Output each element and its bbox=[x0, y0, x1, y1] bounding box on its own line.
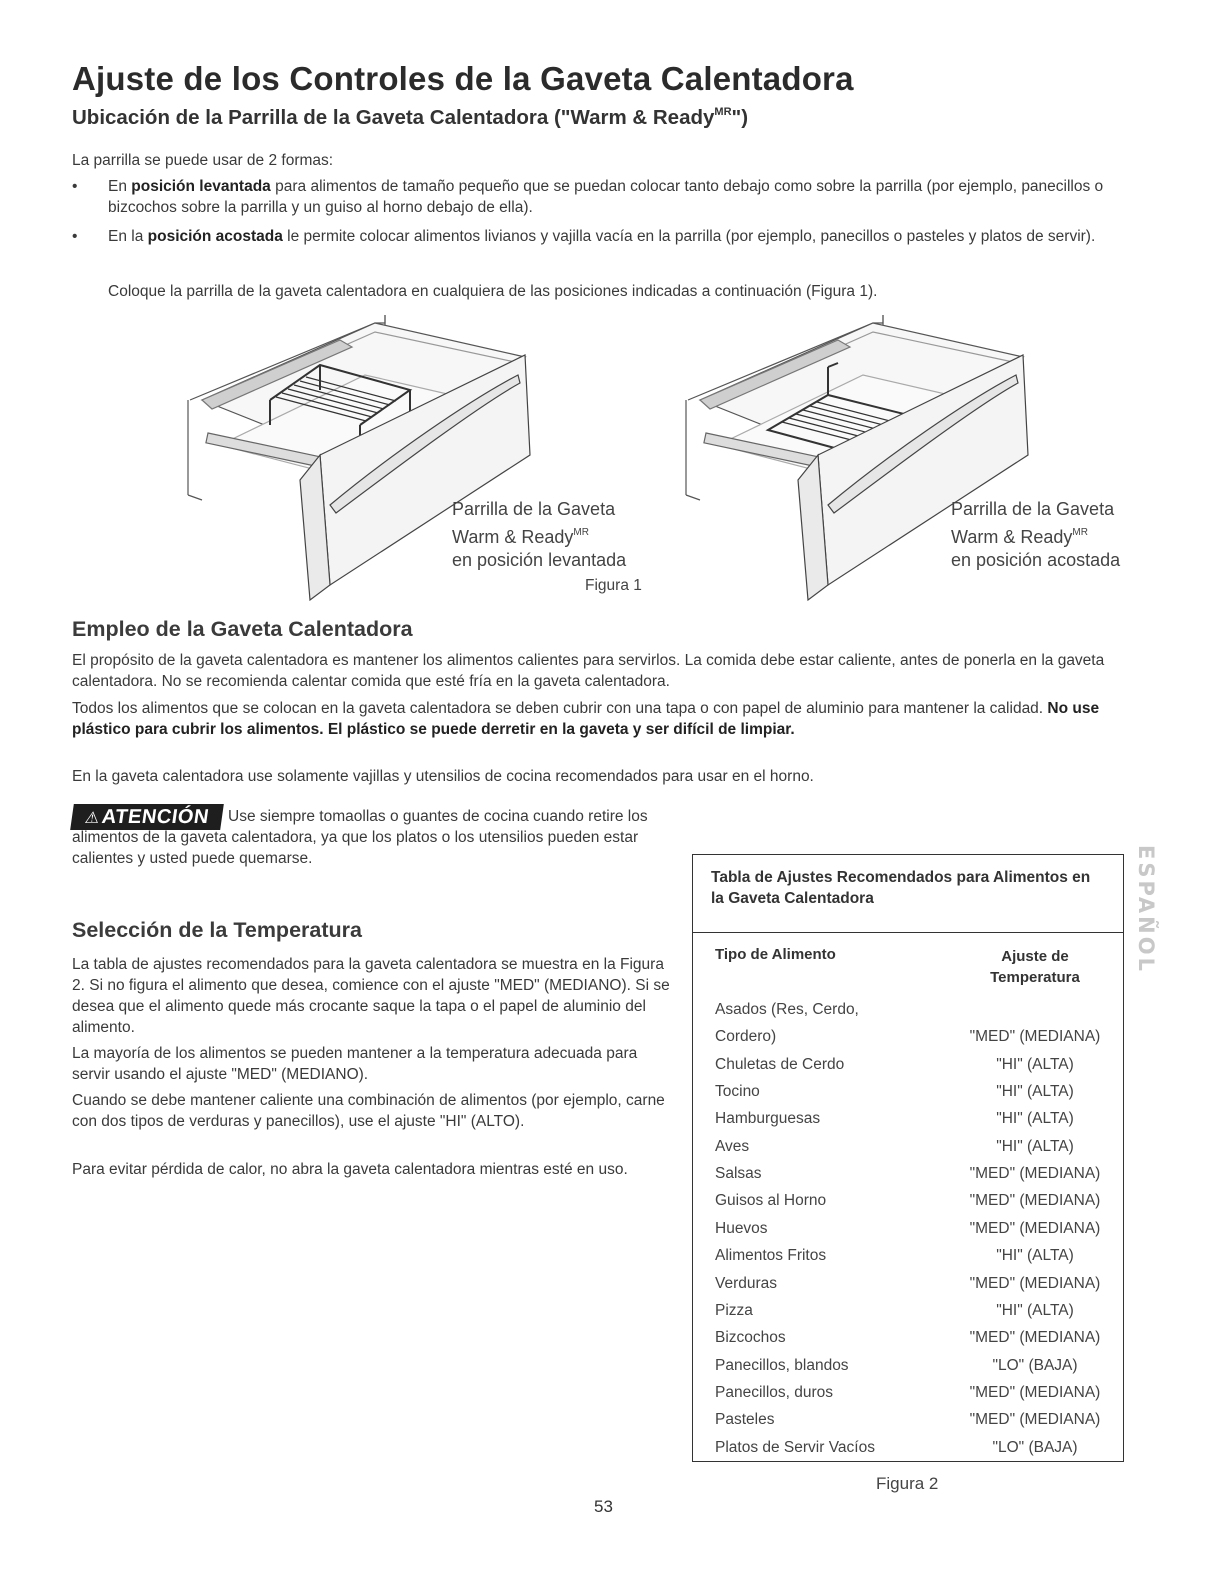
setting-cell: "HI" (ALTA) bbox=[996, 1137, 1074, 1155]
bullet-dot: • bbox=[72, 228, 78, 245]
food-cell: Pizza bbox=[715, 1301, 753, 1319]
section-subtitle bbox=[72, 106, 748, 130]
table-row bbox=[715, 1302, 1115, 1329]
figure2-caption: Figura 2 bbox=[876, 1474, 939, 1493]
table-row bbox=[715, 1028, 1115, 1055]
table-title: Tabla de Ajustes Recomendados para Alimentos en la Gaveta Calentadora bbox=[711, 869, 1091, 907]
setting-cell: "MED" (MEDIANA) bbox=[969, 1192, 1101, 1210]
setting-cell: "MED" (MEDIANA) bbox=[969, 1274, 1101, 1292]
setting-cell: "MED" (MEDIANA) bbox=[969, 1219, 1101, 1237]
table-row bbox=[715, 1056, 1115, 1083]
food-cell: Tocino bbox=[715, 1083, 760, 1101]
table-row bbox=[715, 1138, 1115, 1165]
temperatura-paragraph-2: La mayoría de los alimentos se pueden mantener a la temperatura adecuada para servir usando el ajuste "MED" (MEDIANO). bbox=[72, 1045, 638, 1083]
label-line: Parrilla de la Gaveta bbox=[452, 499, 616, 519]
setting-cell: "MED" (MEDIANA) bbox=[969, 1165, 1101, 1183]
bullet-bold: posición acostada bbox=[147, 228, 283, 245]
bullet-raised bbox=[72, 176, 1132, 218]
settings-table bbox=[692, 854, 1124, 1462]
setting-cell: "HI" (ALTA) bbox=[996, 1083, 1074, 1101]
setting-cell: "MED" (MEDIANA) bbox=[969, 1028, 1101, 1046]
food-cell: Aves bbox=[715, 1137, 750, 1155]
food-cell: Panecillos, duros bbox=[715, 1383, 834, 1401]
temperatura-paragraph-3: Cuando se debe mantener caliente una combinación de alimentos (por ejemplo, carne con dos tipos de verduras y panecillos), use el ajuste "HI" (ALTO). bbox=[72, 1092, 665, 1130]
food-cell: Asados (Res, Cerdo, bbox=[715, 1001, 859, 1018]
label-line: en posición acostada bbox=[951, 550, 1121, 570]
setting-cell: "LO" (BAJA) bbox=[992, 1438, 1078, 1456]
food-cell: Cordero) bbox=[715, 1028, 777, 1046]
bullet-text: le permite colocar alimentos livianos y vajilla vacía en la parrilla (por ejemplo, panecillos o pasteles y platos de servir). bbox=[282, 228, 1096, 245]
paragraph-text: Todos los alimentos que se colocan en la gaveta calentadora se deben cubrir con una tapa o con papel de aluminio para mantener la calidad. bbox=[72, 700, 1048, 717]
bullet-text: En la bbox=[108, 228, 148, 245]
figure-label-flat bbox=[951, 498, 1120, 572]
temperatura-heading: Selección de la Temperatura bbox=[72, 918, 362, 942]
table-row bbox=[715, 1275, 1115, 1302]
figure-label-raised bbox=[452, 498, 626, 572]
warning-icon: ⚠ bbox=[83, 810, 101, 827]
column-header-food: Tipo de Alimento bbox=[715, 946, 836, 963]
subtitle-trademark: MR bbox=[714, 106, 732, 118]
bullet-bold: posición levantada bbox=[131, 178, 271, 195]
food-cell: Guisos al Horno bbox=[715, 1192, 827, 1210]
temperatura-paragraph-1: La tabla de ajustes recomendados para la gaveta calentadora se muestra en la Figura 2. Si no figura el alimento que desea, comience con el ajuste "MED" (MEDIANO). Si se desea que el alimento quede más crocante saque la tapa o el papel de aluminio del alimento. bbox=[72, 956, 670, 1036]
table-row bbox=[715, 1357, 1115, 1384]
empleo-paragraph-1: El propósito de la gaveta calentadora es mantener los alimentos calientes para servirlos. La comida debe estar caliente, antes de ponerla en la gaveta calentadora. No se recomienda calentar comida que esté fría en la gaveta calentadora. bbox=[72, 652, 1105, 690]
side-tab-label: ESPAÑOL bbox=[1134, 845, 1158, 974]
food-cell: Verduras bbox=[715, 1274, 778, 1292]
table-row bbox=[715, 1165, 1115, 1192]
food-cell: Chuletas de Cerdo bbox=[715, 1055, 845, 1073]
setting-cell: "HI" (ALTA) bbox=[996, 1055, 1074, 1073]
setting-cell: "MED" (MEDIANA) bbox=[969, 1411, 1101, 1429]
subtitle-end: ") bbox=[731, 106, 749, 129]
food-cell: Huevos bbox=[715, 1219, 768, 1237]
empleo-heading: Empleo de la Gaveta Calentadora bbox=[72, 617, 413, 641]
table-row bbox=[715, 1329, 1115, 1356]
setting-cell: "HI" (ALTA) bbox=[996, 1301, 1074, 1319]
empleo-paragraph-3: En la gaveta calentadora use solamente vajillas y utensilios de cocina recomendados para usar en el horno. bbox=[72, 768, 814, 785]
temperatura-paragraph-4: Para evitar pérdida de calor, no abra la gaveta calentadora mientras esté en uso. bbox=[72, 1161, 628, 1178]
setting-cell: "MED" (MEDIANA) bbox=[969, 1329, 1101, 1347]
page-number: 53 bbox=[594, 1497, 613, 1516]
table-row bbox=[715, 1110, 1115, 1137]
food-cell: Pasteles bbox=[715, 1411, 775, 1429]
table-row bbox=[715, 1411, 1115, 1438]
label-line: Warm & Ready bbox=[951, 527, 1073, 547]
table-row bbox=[715, 1083, 1115, 1110]
food-cell: Bizcochos bbox=[715, 1329, 786, 1347]
table-row bbox=[715, 1192, 1115, 1219]
warning-text: Use siempre tomaollas o guantes de cocina cuando retire los alimentos de la gaveta calentadora, ya que los platos o los utensilios pueden estar calientes y usted puede quemarse. bbox=[72, 808, 648, 867]
setting-cell: "HI" (ALTA) bbox=[996, 1247, 1074, 1265]
food-cell: Platos de Servir Vacíos bbox=[715, 1438, 875, 1456]
subtitle-text: Ubicación de la Parrilla de la Gaveta Calentadora ("Warm & Ready bbox=[72, 106, 715, 129]
setting-cell: "HI" (ALTA) bbox=[996, 1110, 1074, 1128]
figure1-caption: Figura 1 bbox=[585, 577, 642, 594]
page-title: Ajuste de los Controles de la Gaveta Calentadora bbox=[72, 60, 854, 97]
food-cell: Alimentos Fritos bbox=[715, 1247, 827, 1265]
label-trademark: MR bbox=[573, 527, 589, 538]
food-cell: Salsas bbox=[715, 1165, 762, 1183]
table-row bbox=[715, 1001, 1115, 1028]
bullet-text: para alimentos de tamaño pequeño que se puedan colocar tanto debajo como sobre la parrilla (por ejemplo, panecillos o bizcochos sobre la parrilla y un guiso al horno debajo de ella). bbox=[108, 178, 1104, 216]
label-line: Warm & Ready bbox=[452, 527, 574, 547]
placement-text: Coloque la parrilla de la gaveta calentadora en cualquiera de las posiciones indicadas a continuación (Figura 1). bbox=[108, 283, 878, 300]
label-line: en posición levantada bbox=[452, 550, 627, 570]
paragraph-bold: No use plástico para cubrir los alimentos. El plástico se puede derretir en la gaveta y ser difícil de limpiar. bbox=[72, 700, 1100, 738]
language-side-tab bbox=[1134, 845, 1158, 974]
bullet-text: En bbox=[108, 178, 132, 195]
food-cell: Hamburguesas bbox=[715, 1110, 821, 1128]
table-header bbox=[693, 855, 1123, 933]
table-row bbox=[715, 1247, 1115, 1274]
table-row bbox=[715, 1220, 1115, 1247]
table-row bbox=[715, 1439, 1115, 1466]
intro-text: La parrilla se puede usar de 2 formas: bbox=[72, 152, 334, 169]
bullet-dot: • bbox=[72, 178, 78, 195]
label-line: Parrilla de la Gaveta bbox=[951, 499, 1115, 519]
column-header-setting: Ajuste de Temperatura bbox=[990, 948, 1080, 986]
empleo-paragraph-2 bbox=[72, 698, 1132, 740]
warning-badge-label: ATENCIÓN bbox=[100, 806, 211, 828]
setting-cell: "LO" (BAJA) bbox=[992, 1356, 1078, 1374]
bullet-flat bbox=[72, 226, 1132, 247]
table-row bbox=[715, 1384, 1115, 1411]
label-trademark: MR bbox=[1072, 527, 1088, 538]
setting-cell: "MED" (MEDIANA) bbox=[969, 1383, 1101, 1401]
food-cell: Panecillos, blandos bbox=[715, 1356, 849, 1374]
